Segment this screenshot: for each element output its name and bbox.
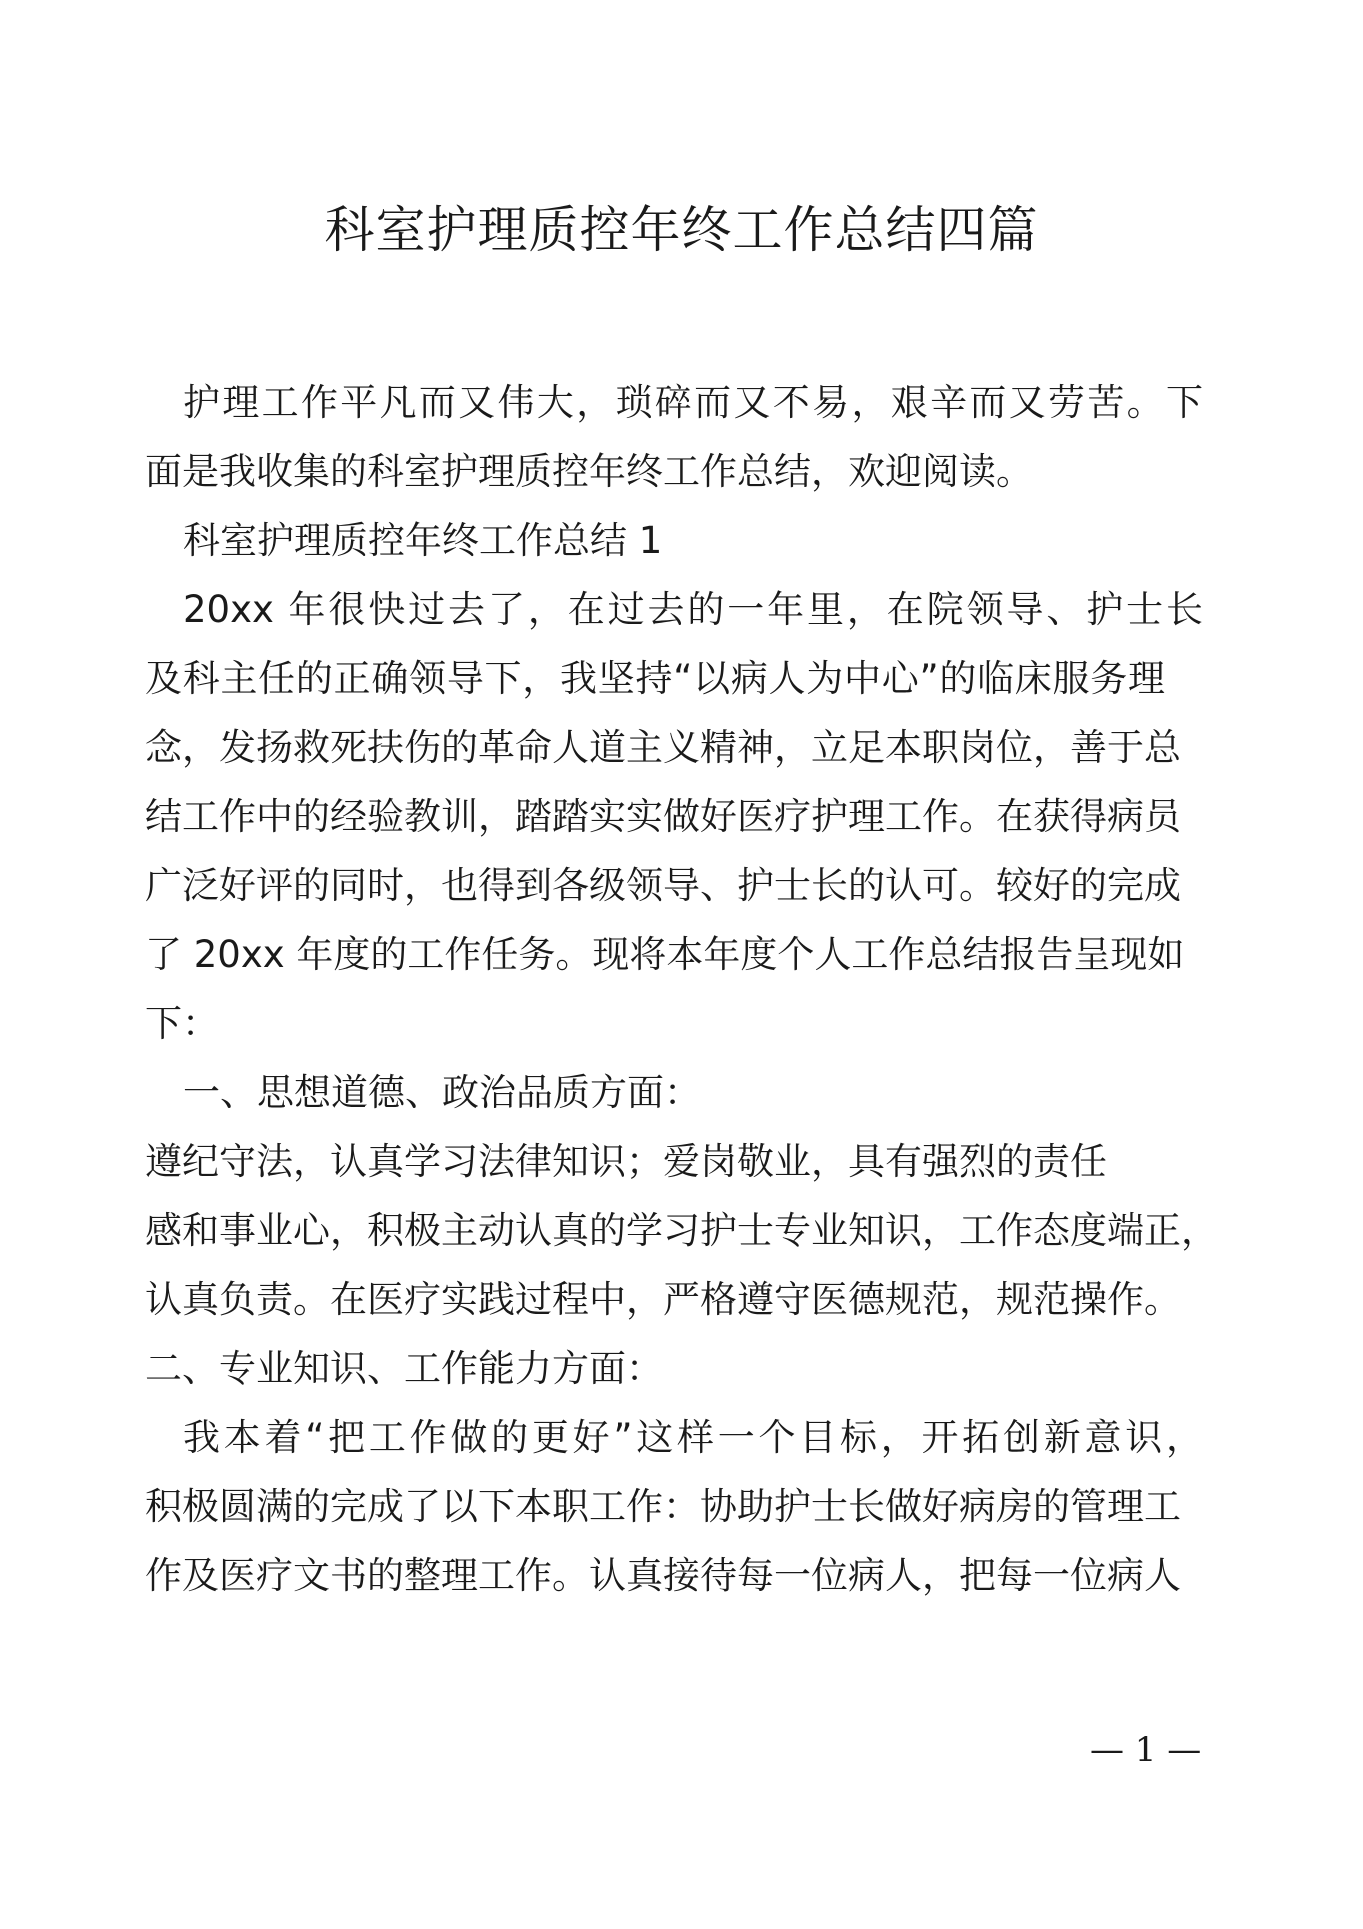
paragraph-line: 了 20xx 年度的工作任务。现将本年度个人工作总结报告呈现如: [145, 933, 1185, 976]
paragraph-line: 认真负责。在医疗实践过程中，严格遵守医德规范，规范操作。: [145, 1278, 1181, 1321]
paragraph-line: 及科主任的正确领导下，我坚持“以病人为中心”的临床服务理: [145, 657, 1165, 700]
paragraph-line: 广泛好评的同时，也得到各级领导、护士长的认可。较好的完成: [145, 864, 1181, 907]
paragraph-line: 下：: [145, 1002, 219, 1045]
paragraph-line: 结工作中的经验教训，踏踏实实做好医疗护理工作。在获得病员: [145, 795, 1181, 838]
paragraph-line: 念，发扬救死扶伤的革命人道主义精神，立足本职岗位，善于总: [145, 726, 1181, 769]
section-heading: 二、专业知识、工作能力方面：: [145, 1347, 663, 1390]
paragraph-line: 20xx 年很快过去了，在过去的一年里，在院领导、护士长: [183, 588, 1203, 631]
paragraph-line: 护理工作平凡而又伟大，琐碎而又不易，艰辛而又劳苦。下: [183, 381, 1203, 424]
document-title: 科室护理质控年终工作总结四篇: [324, 201, 1039, 259]
paragraph-line: 面是我收集的科室护理质控年终工作总结，欢迎阅读。: [145, 450, 1033, 493]
paragraph-line: 积极圆满的完成了以下本职工作：协助护士长做好病房的管理工: [145, 1485, 1181, 1528]
section-heading: 一、思想道德、政治品质方面：: [183, 1071, 701, 1114]
page-number: — 1 —: [1090, 1730, 1202, 1770]
section-heading: 科室护理质控年终工作总结 1: [183, 519, 663, 562]
paragraph-line: 作及医疗文书的整理工作。认真接待每一位病人，把每一位病人: [145, 1554, 1181, 1597]
paragraph-line: 感和事业心，积极主动认真的学习护士专业知识，工作态度端正，: [145, 1209, 1218, 1252]
paragraph-line: 我本着“把工作做的更好”这样一个目标，开拓创新意识，: [183, 1416, 1203, 1459]
paragraph-line: 遵纪守法，认真学习法律知识；爱岗敬业，具有强烈的责任: [145, 1140, 1107, 1183]
